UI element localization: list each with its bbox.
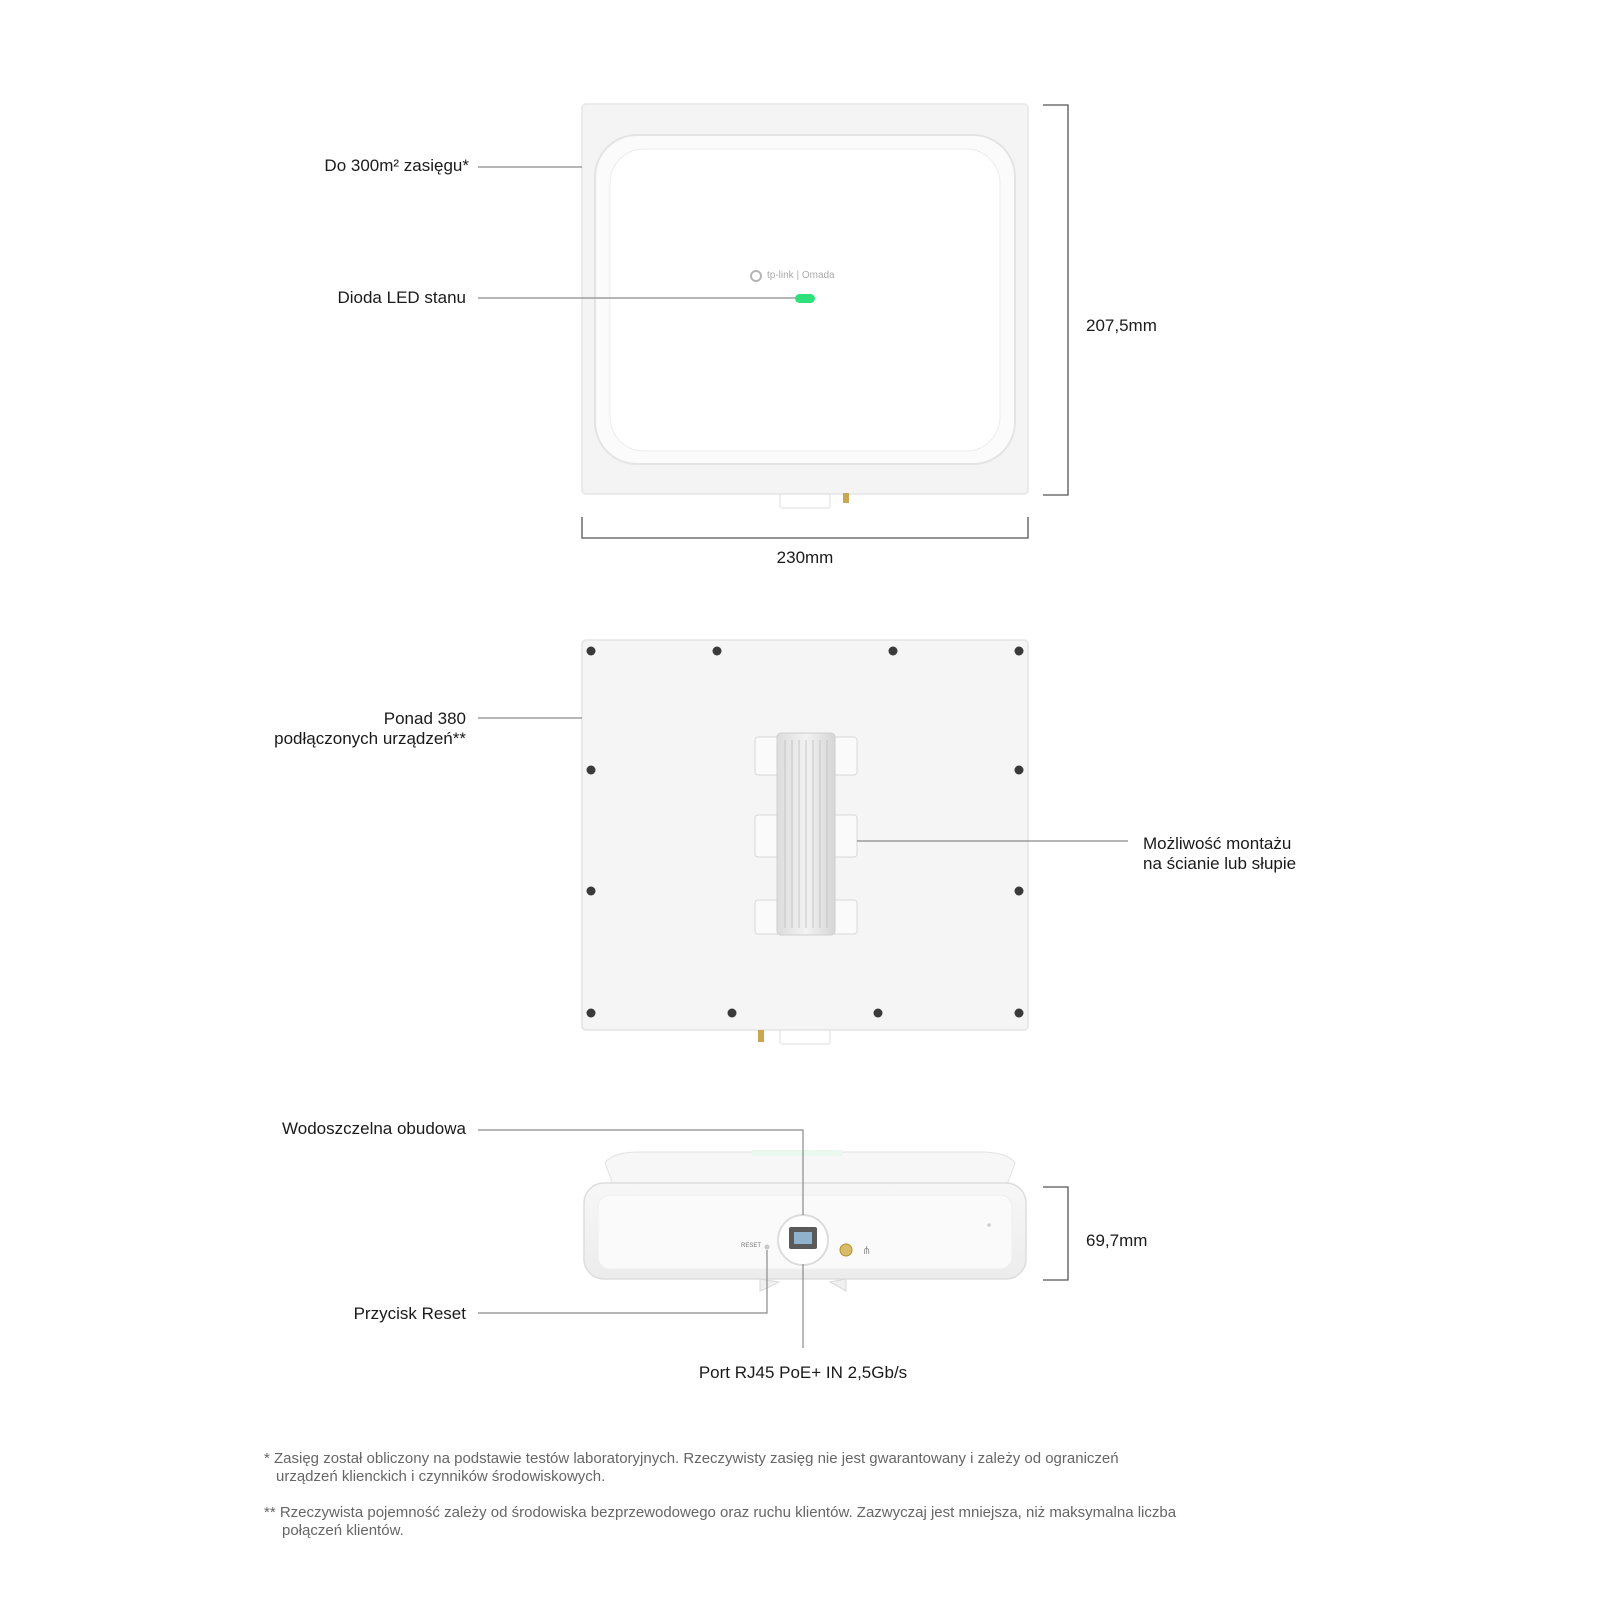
side-height-dimension-label: 69,7mm [1086,1231,1148,1250]
width-dimension-bracket [582,517,1028,538]
width-dimension-label: 230mm [776,548,834,567]
coverage-label: Do 300m² zasięgu* [324,156,469,175]
side-height-dimension-bracket [1043,1187,1068,1280]
footnote-capacity-line2: połączeń klientów. [282,1522,404,1539]
tp-link-omada-logo: tp-link | Omada [767,270,835,281]
footnote-capacity-line1: ** Rzeczywista pojemność zależy od środowiska bezprzewodowego oraz ruchu klientów. Zazwyczaj jest mniejsza, niż maksymalna liczba [264,1504,1177,1521]
footnote-coverage-line1: * Zasięg został obliczony na podstawie testów laboratoryjnych. Rzeczywisty zasięg nie jest gwarantowany i zależy od ograniczeń [264,1450,1119,1467]
devices-label-line2: podłączonych urządzeń** [274,729,466,748]
height-dimension-label: 207,5mm [1086,316,1157,335]
port-label: Port RJ45 PoE+ IN 2,5Gb/s [698,1363,908,1382]
waterproof-label: Wodoszczelna obudowa [282,1119,466,1138]
status-led-indicator [795,294,815,303]
devices-label-line1: Ponad 380 [383,709,466,728]
front-view-device [582,104,1028,508]
antenna-connector-icon [840,1244,852,1256]
reset-hole-icon [765,1245,770,1250]
mounting-bracket [755,733,857,935]
side-view-device [584,1150,1026,1291]
mount-label-line2: na ścianie lub słupie [1143,854,1297,873]
footnote-coverage-line2: urządzeń klienckich i czynników środowiskowych. [276,1468,606,1485]
back-view-device [582,640,1028,1044]
reset-printed-label: RESET [741,1243,762,1249]
reset-label: Przycisk Reset [353,1304,466,1323]
height-dimension-bracket [1043,105,1068,495]
antenna-symbol-icon: ⋔ [862,1244,872,1257]
footnote-capacity [264,1504,1304,1540]
led-label: Dioda LED stanu [337,288,466,307]
footnote-coverage [264,1450,1304,1486]
mount-label-line1: Możliwość montażu [1143,834,1292,853]
